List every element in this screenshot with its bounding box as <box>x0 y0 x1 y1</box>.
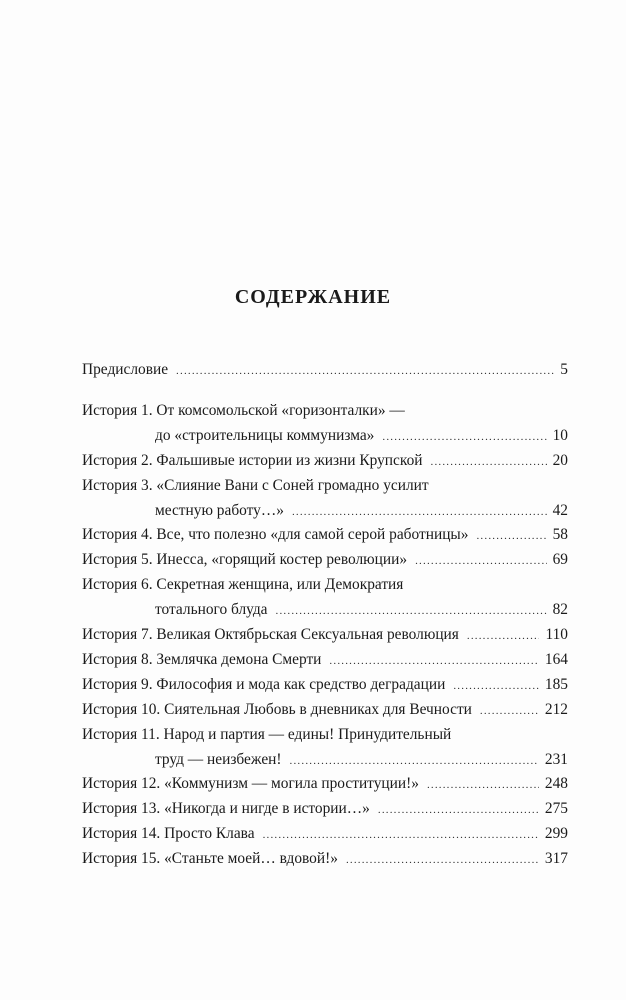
toc-entry-title: История 10. Сиятельная Любовь в дневниках для Вечности <box>82 700 472 718</box>
dot-leader <box>427 772 539 797</box>
toc-entry-title: История 7. Великая Октябрьская Сексуальная революция <box>82 626 459 643</box>
toc-entry-title: Предисловие <box>82 361 169 378</box>
dot-leader <box>476 523 546 548</box>
dot-leader <box>176 358 554 383</box>
toc-entry-title: История 14. Просто Клава <box>82 825 255 843</box>
toc-page-number: 10 <box>552 426 568 444</box>
dot-leader <box>290 748 539 773</box>
dot-leader <box>431 449 547 474</box>
toc-line <box>82 847 568 871</box>
toc-line <box>82 797 568 821</box>
toc-entry-title: тотального блуда <box>155 601 268 619</box>
toc-page-number: 299 <box>544 825 568 843</box>
toc-page-number: 164 <box>544 650 568 668</box>
toc-page-number: 185 <box>544 675 568 693</box>
toc-page-number: 275 <box>544 800 568 818</box>
toc-entry-title: местную работу…» <box>155 501 284 519</box>
toc-entry-title: История 1. От комсомольской «горизонталки» — <box>82 401 405 419</box>
dot-leader <box>453 673 539 698</box>
dot-leader <box>378 797 539 822</box>
dot-leader <box>382 424 546 449</box>
toc-page-number: 69 <box>552 551 568 569</box>
toc-line <box>82 523 568 547</box>
dot-leader <box>276 598 547 623</box>
toc-entry-title: История 5. Инесса, «горящий костер революции» <box>82 551 408 569</box>
toc-line <box>82 399 568 423</box>
dot-leader <box>292 499 547 524</box>
toc-entry-title: История 11. Народ и партия — едины! Принудительный <box>82 725 452 743</box>
toc-page-number: 248 <box>544 775 568 793</box>
toc-page-number: 82 <box>552 601 568 619</box>
toc-entry-title: История 13. «Никогда и нигде в истории…» <box>82 800 370 818</box>
toc-entry-title: История 2. Фальшивые истории из жизни Крупской <box>82 451 423 469</box>
toc-line <box>82 598 568 622</box>
toc-line <box>82 822 568 846</box>
table-of-contents <box>82 0 568 1000</box>
toc-entry-title: История 6. Секретная женщина, или Демократия <box>82 576 404 594</box>
toc-line <box>82 499 568 523</box>
dot-leader <box>346 847 539 872</box>
toc-entry-title: История 12. «Коммунизм — могила проституции!» <box>82 775 419 793</box>
toc-line <box>82 358 568 382</box>
toc-page-number: 110 <box>545 626 568 643</box>
toc-page-number: 231 <box>544 750 568 768</box>
toc-entry-title: История 9. Философия и мода как средство деградации <box>82 675 446 693</box>
toc-line <box>82 673 568 697</box>
toc-entry-title: История 8. Землячка демона Смерти <box>82 650 322 668</box>
toc-page-number: 212 <box>544 700 568 718</box>
toc-page-number: 58 <box>552 526 568 544</box>
dot-leader <box>263 822 539 847</box>
toc-line <box>82 723 568 747</box>
toc-page-number: 5 <box>560 361 568 378</box>
toc-line <box>82 474 568 498</box>
toc-entry-title: История 4. Все, что полезно «для самой серой работницы» <box>82 526 469 544</box>
toc-page-number: 317 <box>544 850 568 868</box>
toc-line <box>82 648 568 672</box>
toc-line <box>82 772 568 796</box>
toc-page-number: 20 <box>552 451 568 469</box>
dot-leader <box>415 548 547 573</box>
dot-leader <box>329 648 538 673</box>
toc-line <box>82 573 568 597</box>
toc-line <box>82 424 568 448</box>
toc-entry-title: до «строительницы коммунизма» <box>155 426 375 444</box>
toc-line <box>82 748 568 772</box>
page-title: СОДЕРЖАНИЕ <box>234 286 392 308</box>
toc-entry-title: История 15. «Станьте моей… вдовой!» <box>82 850 338 868</box>
toc-entry-title: труд — неизбежен! <box>155 750 282 768</box>
toc-line <box>82 449 568 473</box>
toc-line <box>82 698 568 722</box>
toc-line <box>82 548 568 572</box>
toc-line <box>82 623 568 647</box>
toc-page-number: 42 <box>552 501 568 519</box>
toc-entry-title: История 3. «Слияние Вани с Соней громадно усилит <box>82 476 429 494</box>
dot-leader <box>480 698 539 723</box>
dot-leader <box>467 623 540 648</box>
